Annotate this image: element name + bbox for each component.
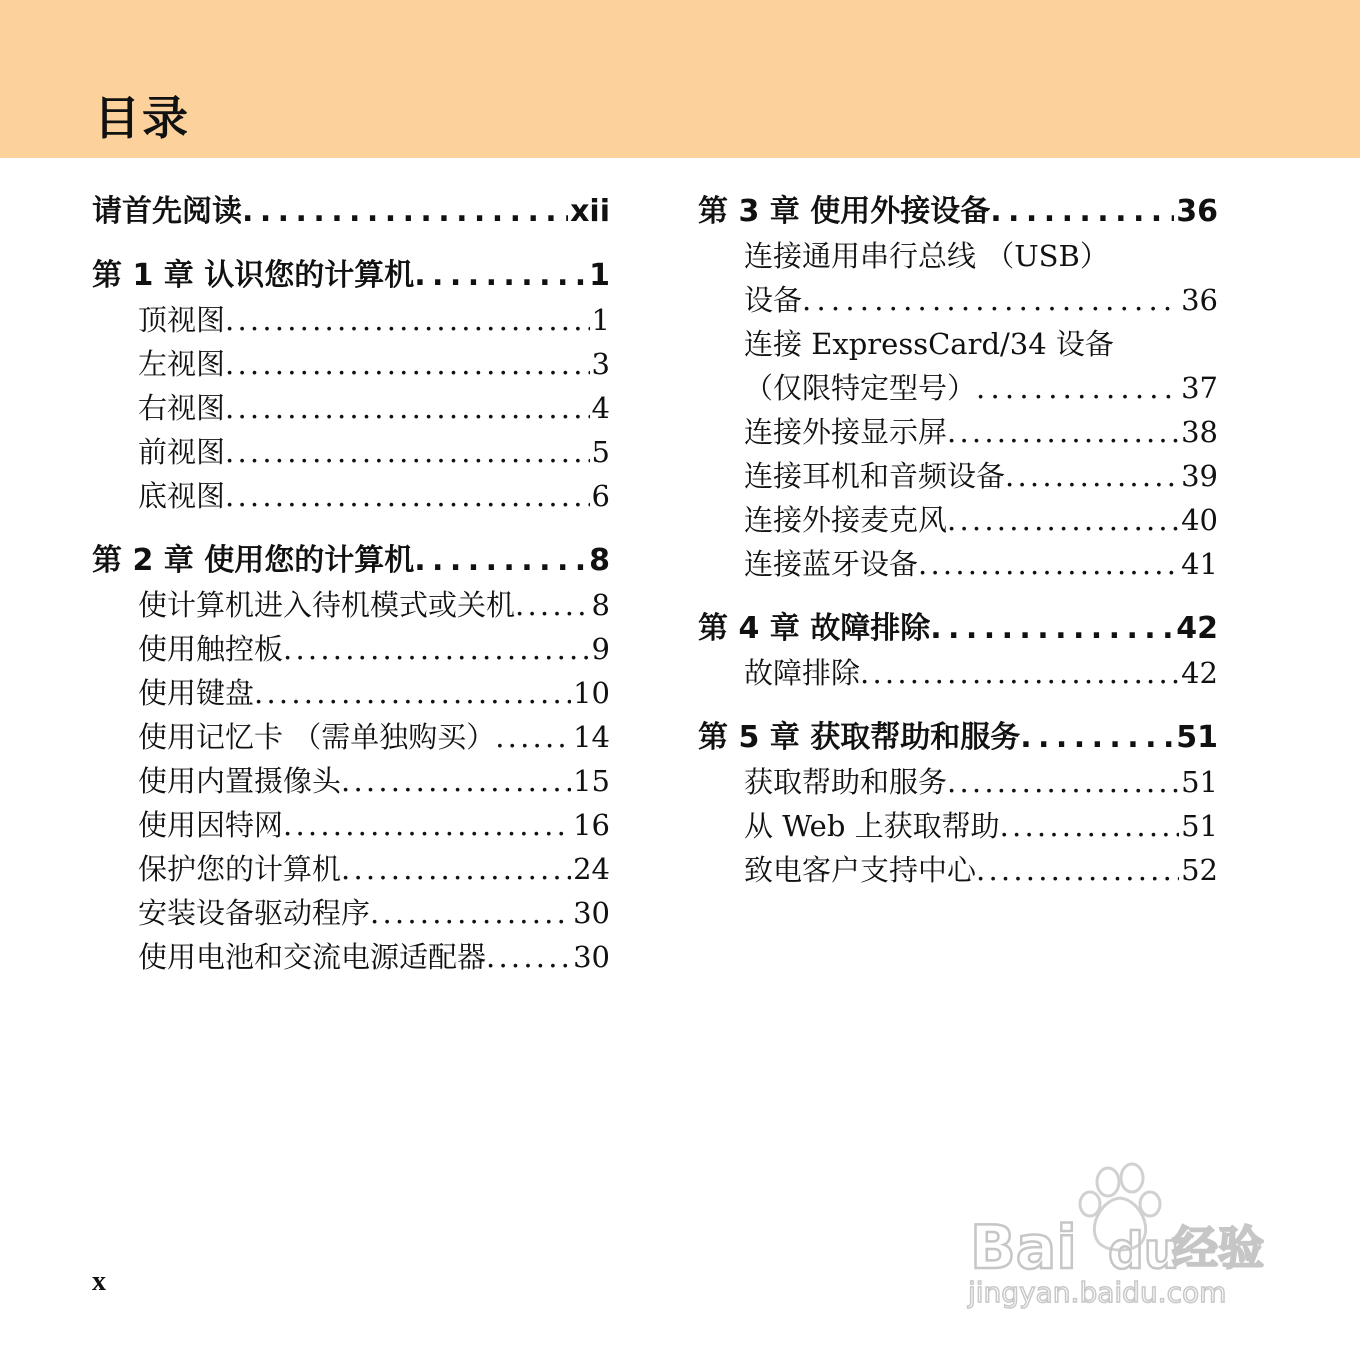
entry-page: 15 bbox=[573, 764, 610, 798]
dot-leader bbox=[283, 803, 571, 847]
dot-leader bbox=[860, 651, 1179, 695]
toc-entry-multiline[interactable] bbox=[698, 322, 1218, 410]
page-title: 目录 bbox=[94, 91, 190, 145]
toc-entry[interactable] bbox=[92, 474, 610, 518]
entry-page: 30 bbox=[573, 896, 610, 930]
toc-entry[interactable] bbox=[92, 715, 610, 759]
dot-leader bbox=[242, 190, 568, 234]
dot-leader bbox=[1020, 716, 1174, 760]
toc-chapter-heading[interactable] bbox=[698, 190, 1218, 234]
entry-page: 37 bbox=[1181, 371, 1218, 405]
entry-title: 使用内置摄像头 bbox=[138, 764, 342, 798]
chapter-title: 第 2 章 使用您的计算机 bbox=[92, 543, 415, 578]
header-band bbox=[0, 0, 1360, 158]
chapter-title: 第 3 章 使用外接设备 bbox=[698, 194, 991, 229]
entry-title: 使用键盘 bbox=[138, 676, 255, 710]
entry-title: 保护您的计算机 bbox=[138, 852, 342, 886]
dot-leader bbox=[414, 539, 587, 583]
toc-left-column bbox=[92, 190, 610, 1000]
chapter-page: 36 bbox=[1176, 194, 1218, 229]
toc-group bbox=[92, 254, 610, 518]
svg-text:du: du bbox=[1108, 1222, 1180, 1280]
dot-leader bbox=[947, 760, 1179, 804]
entry-page: 3 bbox=[591, 347, 610, 381]
entry-page: 4 bbox=[591, 391, 610, 425]
entry-page: 36 bbox=[1181, 283, 1218, 317]
toc-entry-multiline[interactable] bbox=[698, 234, 1218, 322]
entry-page: 10 bbox=[573, 676, 610, 710]
entry-page: 9 bbox=[591, 632, 610, 666]
toc-entry[interactable] bbox=[92, 583, 610, 627]
chapter-page: 51 bbox=[1176, 720, 1218, 755]
toc-entry[interactable] bbox=[92, 671, 610, 715]
chapter-title: 第 4 章 故障排除 bbox=[698, 611, 931, 646]
toc-entry[interactable] bbox=[698, 804, 1218, 848]
toc-entry[interactable] bbox=[92, 430, 610, 474]
toc-group bbox=[92, 539, 610, 979]
dot-leader bbox=[225, 342, 590, 386]
entry-title-line1: 连接 ExpressCard/34 设备 bbox=[744, 327, 1114, 361]
chapter-page: 1 bbox=[589, 258, 610, 293]
toc-entry[interactable] bbox=[92, 627, 610, 671]
toc-entry[interactable] bbox=[698, 848, 1218, 892]
dot-leader bbox=[515, 583, 590, 627]
dot-leader bbox=[225, 298, 590, 342]
dot-leader bbox=[486, 935, 571, 979]
toc-chapter-heading[interactable] bbox=[92, 254, 610, 298]
entry-title: 从 Web 上获取帮助 bbox=[744, 809, 1000, 843]
entry-page: 1 bbox=[591, 303, 610, 337]
entry-title: 连接外接麦克风 bbox=[744, 503, 948, 537]
entry-title: 连接外接显示屏 bbox=[744, 415, 948, 449]
entry-title: 左视图 bbox=[138, 347, 226, 381]
toc-chapter-heading[interactable] bbox=[698, 607, 1218, 651]
entry-title: 致电客户支持中心 bbox=[744, 853, 977, 887]
dot-leader bbox=[254, 671, 571, 715]
entry-title: 底视图 bbox=[138, 479, 226, 513]
baidu-jingyan-watermark bbox=[960, 1160, 1280, 1310]
chapter-page: xii bbox=[570, 194, 610, 229]
dot-leader bbox=[370, 891, 571, 935]
toc-entry[interactable] bbox=[92, 298, 610, 342]
toc-entry[interactable] bbox=[698, 760, 1218, 804]
toc-entry[interactable] bbox=[698, 454, 1218, 498]
entry-page: 6 bbox=[591, 479, 610, 513]
chapter-title: 第 5 章 获取帮助和服务 bbox=[698, 720, 1021, 755]
toc-entry[interactable] bbox=[92, 759, 610, 803]
dot-leader bbox=[976, 848, 1179, 892]
entry-page: 14 bbox=[573, 720, 610, 754]
chapter-page: 42 bbox=[1176, 611, 1218, 646]
dot-leader bbox=[947, 410, 1179, 454]
entry-title-line2 bbox=[744, 278, 1218, 322]
dot-leader bbox=[802, 278, 1179, 322]
entry-title: （仅限特定型号） bbox=[744, 371, 977, 405]
toc-entry[interactable] bbox=[92, 891, 610, 935]
entry-title: 设备 bbox=[744, 283, 803, 317]
entry-title: 使用记忆卡 （需单独购买） bbox=[138, 720, 496, 754]
entry-page: 42 bbox=[1181, 656, 1218, 690]
toc-entry[interactable] bbox=[92, 342, 610, 386]
toc-group bbox=[698, 607, 1218, 695]
dot-leader bbox=[283, 627, 590, 671]
dot-leader bbox=[930, 607, 1174, 651]
entry-title-line1: 连接通用串行总线 （USB） bbox=[744, 239, 1109, 273]
dot-leader bbox=[414, 254, 587, 298]
dot-leader bbox=[1000, 804, 1179, 848]
entry-title: 使计算机进入待机模式或关机 bbox=[138, 588, 516, 622]
toc-group bbox=[698, 190, 1218, 586]
dot-leader bbox=[341, 759, 571, 803]
toc-group bbox=[92, 190, 610, 234]
chapter-title: 第 1 章 认识您的计算机 bbox=[92, 258, 415, 293]
toc-entry[interactable] bbox=[698, 498, 1218, 542]
toc-right-column bbox=[698, 190, 1218, 913]
entry-title: 安装设备驱动程序 bbox=[138, 896, 371, 930]
toc-group bbox=[698, 716, 1218, 892]
entry-title: 故障排除 bbox=[744, 656, 861, 690]
entry-title: 顶视图 bbox=[138, 303, 226, 337]
toc-chapter-heading[interactable] bbox=[698, 716, 1218, 760]
entry-page: 16 bbox=[573, 808, 610, 842]
svg-text:经验: 经验 bbox=[1172, 1221, 1264, 1275]
dot-leader bbox=[341, 847, 571, 891]
entry-page: 38 bbox=[1181, 415, 1218, 449]
toc-entry[interactable] bbox=[92, 803, 610, 847]
toc-entry[interactable] bbox=[92, 386, 610, 430]
toc-chapter-heading[interactable] bbox=[92, 539, 610, 583]
toc-entry[interactable] bbox=[698, 651, 1218, 695]
toc-entry[interactable] bbox=[92, 847, 610, 891]
svg-text:Bai: Bai bbox=[970, 1213, 1077, 1283]
dot-leader bbox=[976, 366, 1179, 410]
dot-leader bbox=[1005, 454, 1179, 498]
entry-page: 30 bbox=[573, 940, 610, 974]
toc-entry[interactable] bbox=[698, 410, 1218, 454]
entry-page: 24 bbox=[573, 852, 610, 886]
entry-title-line2 bbox=[744, 366, 1218, 410]
entry-page: 5 bbox=[591, 435, 610, 469]
entry-page: 51 bbox=[1181, 765, 1218, 799]
chapter-page: 8 bbox=[589, 543, 610, 578]
dot-leader bbox=[225, 474, 590, 518]
dot-leader bbox=[225, 386, 590, 430]
chapter-title: 请首先阅读 bbox=[92, 194, 242, 229]
dot-leader bbox=[495, 715, 571, 759]
entry-title: 使用因特网 bbox=[138, 808, 284, 842]
entry-title: 获取帮助和服务 bbox=[744, 765, 948, 799]
entry-title: 右视图 bbox=[138, 391, 226, 425]
entry-page: 41 bbox=[1181, 547, 1218, 581]
entry-title: 使用触控板 bbox=[138, 632, 284, 666]
entry-title: 使用电池和交流电源适配器 bbox=[138, 940, 487, 974]
toc-chapter-heading[interactable] bbox=[92, 190, 610, 234]
entry-page: 39 bbox=[1181, 459, 1218, 493]
dot-leader bbox=[918, 542, 1179, 586]
entry-title: 前视图 bbox=[138, 435, 226, 469]
entry-page: 40 bbox=[1181, 503, 1218, 537]
dot-leader bbox=[225, 430, 590, 474]
entry-page: 52 bbox=[1181, 853, 1218, 887]
entry-title: 连接耳机和音频设备 bbox=[744, 459, 1006, 493]
dot-leader bbox=[990, 190, 1174, 234]
toc-entry[interactable] bbox=[92, 935, 610, 979]
dot-leader bbox=[947, 498, 1179, 542]
entry-page: 8 bbox=[591, 588, 610, 622]
page-number: x bbox=[92, 1266, 106, 1297]
svg-text:jingyan.baidu.com: jingyan.baidu.com bbox=[968, 1276, 1227, 1309]
entry-page: 51 bbox=[1181, 809, 1218, 843]
entry-title: 连接蓝牙设备 bbox=[744, 547, 919, 581]
toc-entry[interactable] bbox=[698, 542, 1218, 586]
